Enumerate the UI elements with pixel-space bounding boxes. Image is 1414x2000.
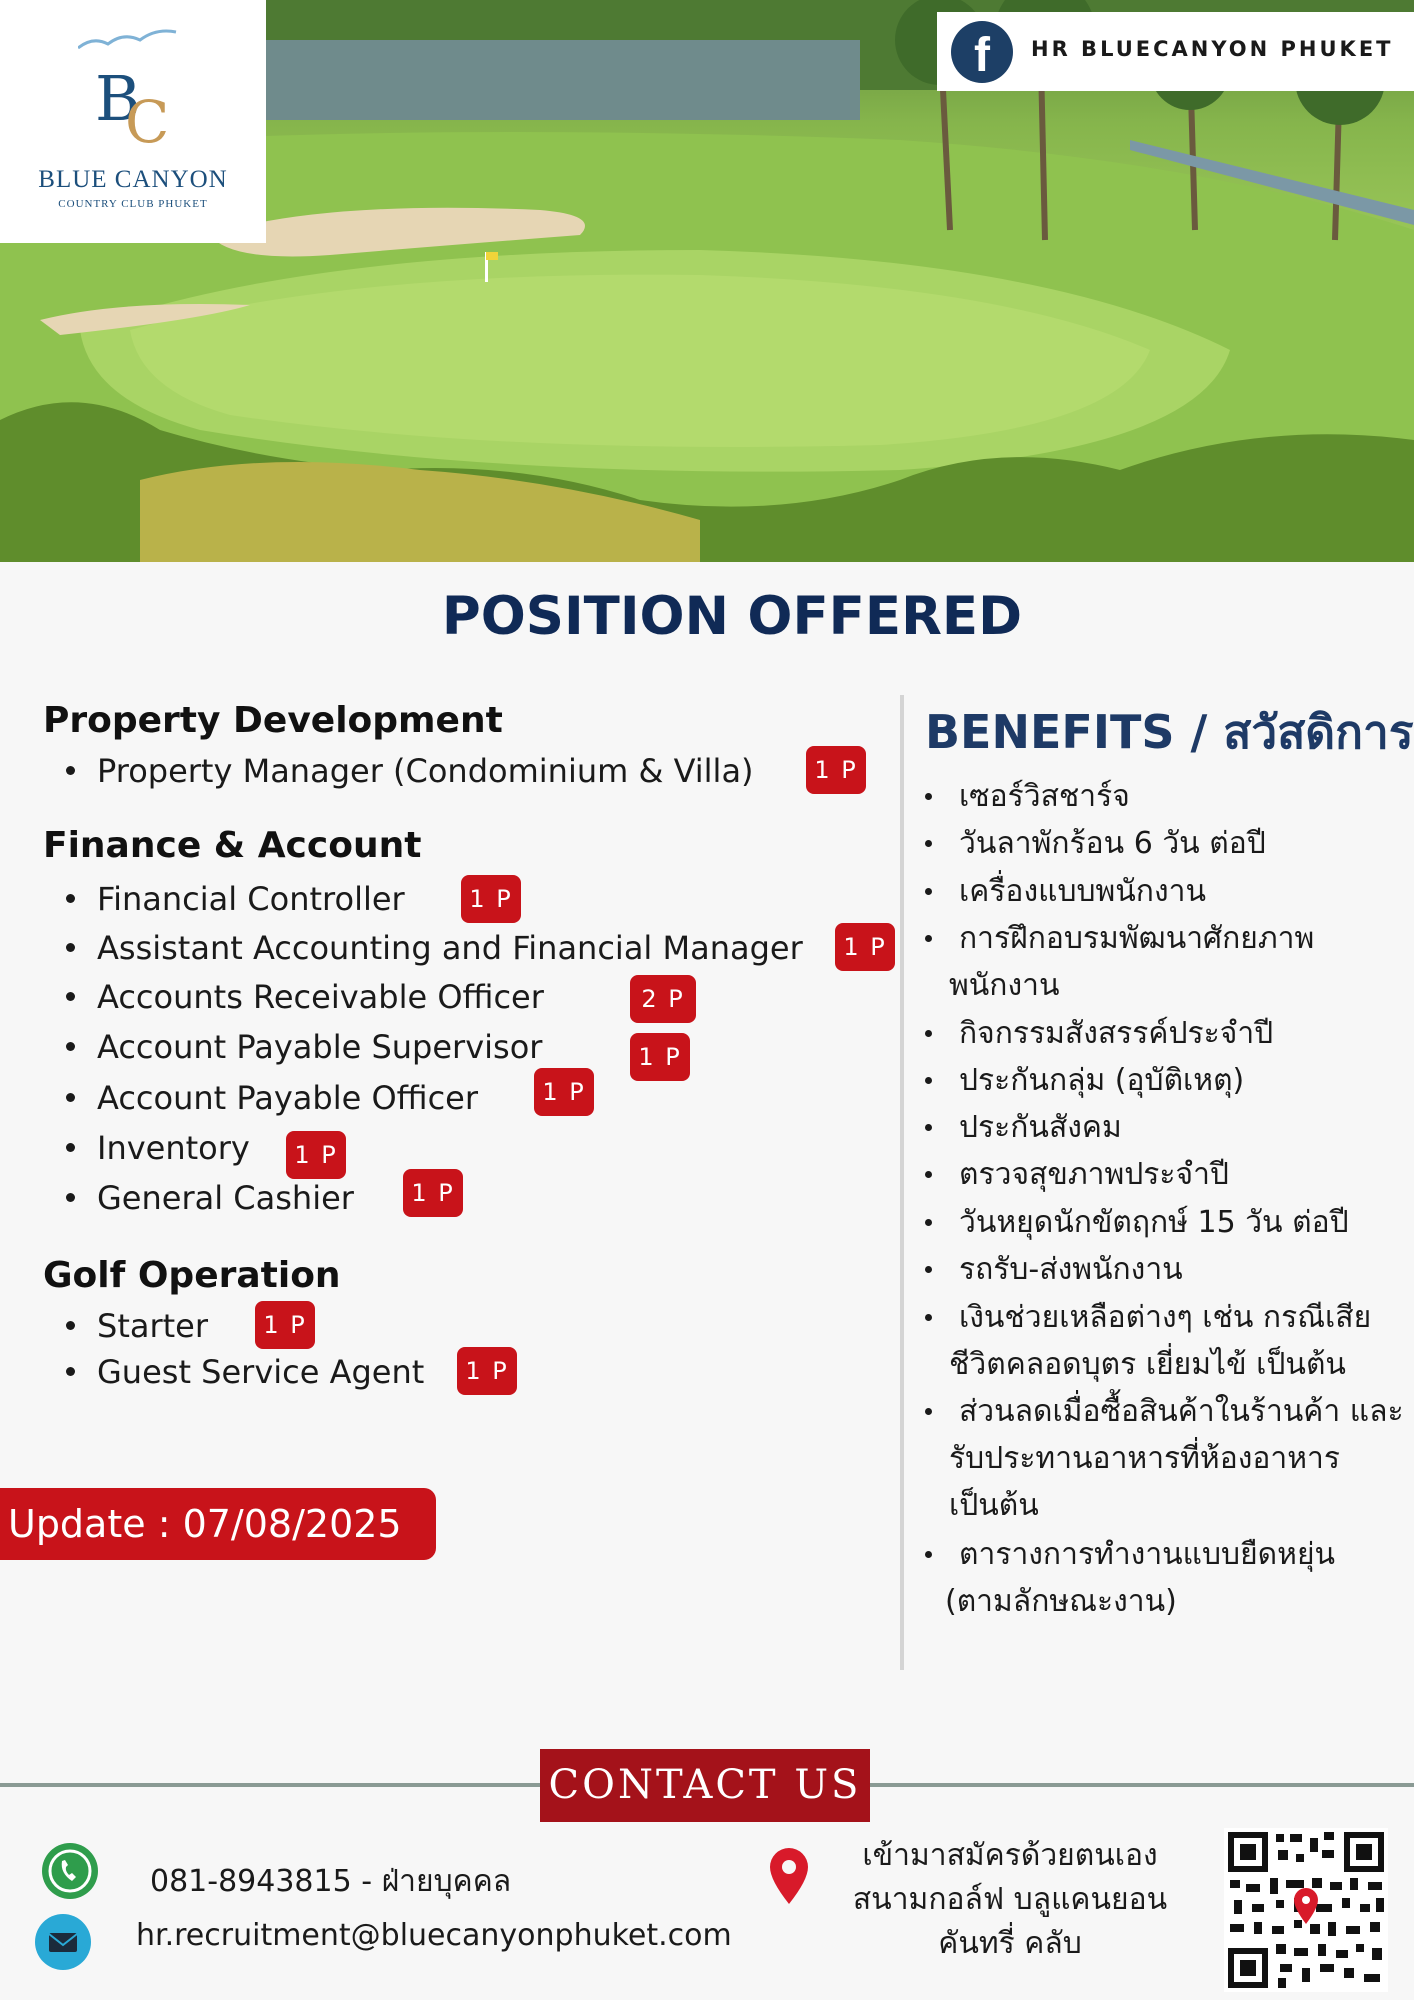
benefit-text: ประกันสังคม [959, 1110, 1122, 1145]
benefit-text: กิจกรรมสังสรรค์ประจำปี [959, 1016, 1274, 1051]
bullet [925, 1314, 932, 1321]
bullet [66, 943, 75, 952]
job-title: Financial Controller [97, 880, 405, 918]
job-title: Guest Service Agent [97, 1353, 425, 1391]
update-date-banner: Update : 07/08/2025 [0, 1488, 436, 1560]
bullet [925, 935, 932, 942]
benefit-text: เงินช่วยเหลือต่างๆ เช่น กรณีเสีย [959, 1300, 1372, 1335]
job-count-badge: 1 P [255, 1301, 315, 1349]
bullet [925, 1030, 932, 1037]
bullet [925, 1124, 932, 1131]
benefit-text: การฝึกอบรมพัฒนาศักยภาพ [959, 921, 1315, 956]
bullet [925, 1171, 932, 1178]
job-count-badge: 2 P [630, 975, 696, 1023]
job-title: Inventory [97, 1129, 250, 1167]
facebook-icon: f [951, 21, 1013, 83]
job-title: Account Payable Supervisor [97, 1028, 543, 1066]
phone-number[interactable]: 081-8943815 - ฝ่ายบุคคล [150, 1864, 512, 1899]
bullet [66, 894, 75, 903]
section-heading-property-development: Property Development [43, 700, 503, 741]
job-item [66, 880, 405, 918]
facebook-label: HR BLUECANYON PHUKET [1031, 37, 1394, 61]
phone-glyph [42, 1843, 98, 1899]
benefit-text-cont: (ตามลักษณะงาน) [945, 1584, 1177, 1619]
bullet [66, 1093, 75, 1102]
email-icon [35, 1914, 91, 1970]
logo-name: BLUE CANYON [38, 166, 228, 193]
qr-code[interactable] [1224, 1828, 1388, 1992]
benefit-text-cont: รับประทานอาหารที่ห้องอาหาร [949, 1441, 1340, 1476]
column-divider [900, 695, 904, 1670]
job-item [66, 1129, 250, 1167]
job-title: Starter [97, 1307, 209, 1345]
location-pin-icon [766, 1846, 812, 1906]
bullet [66, 1143, 75, 1152]
job-count-badge: 1 P [806, 746, 866, 794]
job-count-badge: 1 P [403, 1169, 463, 1217]
address-line: เข้ามาสมัครด้วยตนเอง [862, 1838, 1158, 1873]
benefit-text-cont: เป็นต้น [949, 1488, 1039, 1523]
job-count-badge: 1 P [461, 875, 521, 923]
address-line: สนามกอล์ฟ บลูแคนยอน [852, 1882, 1168, 1917]
logo-subtitle: COUNTRY CLUB PHUKET [58, 198, 208, 210]
benefits-title: BENEFITS / สวัสดิการ [925, 705, 1414, 759]
bullet [66, 992, 75, 1001]
benefit-text: ตารางการทำงานแบบยืดหยุ่น [959, 1537, 1336, 1572]
bullet [925, 1408, 932, 1415]
job-item [66, 752, 754, 790]
job-item [66, 1179, 354, 1217]
job-item [66, 1028, 542, 1066]
benefit-text: เซอร์วิสชาร์จ [959, 779, 1130, 814]
benefit-text: รถรับ-ส่งพนักงาน [959, 1252, 1183, 1287]
job-title: Property Manager (Condominium & Villa) [97, 752, 754, 790]
contact-heading: CONTACT US [540, 1749, 870, 1822]
envelope-glyph [35, 1914, 91, 1970]
bullet [925, 1077, 932, 1084]
hero-photo [0, 0, 1414, 562]
bullet [66, 1321, 75, 1330]
section-heading-finance-account: Finance & Account [43, 825, 422, 866]
logo-monogram: B C [95, 62, 170, 156]
benefit-text: ตรวจสุขภาพประจำปี [959, 1157, 1229, 1192]
bullet [66, 766, 75, 775]
job-count-badge: 1 P [457, 1347, 517, 1395]
bullet [925, 888, 932, 895]
page-title: POSITION OFFERED [441, 586, 1023, 647]
address-line: คันทรี่ คลับ [938, 1926, 1082, 1961]
bullet [66, 1042, 75, 1051]
benefit-text-cont: พนักงาน [949, 968, 1060, 1003]
job-count-badge: 1 P [286, 1131, 346, 1179]
job-count-badge: 1 P [534, 1068, 594, 1116]
job-item [66, 1353, 424, 1391]
company-logo [0, 0, 266, 243]
job-title: General Cashier [97, 1179, 354, 1217]
job-title: Accounts Receivable Officer [97, 978, 544, 1016]
job-title: Account Payable Officer [97, 1079, 479, 1117]
job-count-badge: 1 P [630, 1033, 690, 1081]
job-title: Assistant Accounting and Financial Manager [97, 929, 803, 967]
address [820, 1834, 1200, 1966]
benefit-text: วันหยุดนักขัตฤกษ์ 15 วัน ต่อปี [959, 1205, 1349, 1240]
bullet [66, 1367, 75, 1376]
facebook-link[interactable] [937, 12, 1414, 91]
job-item [66, 1079, 478, 1117]
job-item [66, 978, 544, 1016]
benefit-text: ประกันกลุ่ม (อุบัติเหตุ) [959, 1063, 1245, 1098]
bullet [925, 1219, 932, 1226]
benefit-text: วันลาพักร้อน 6 วัน ต่อปี [959, 826, 1266, 861]
job-count-badge: 1 P [835, 923, 895, 971]
email-address[interactable]: hr.recruitment@bluecanyonphuket.com [136, 1918, 732, 1953]
bullet [925, 1266, 932, 1273]
phone-icon [42, 1843, 98, 1899]
bullet [925, 1551, 932, 1558]
bullet [66, 1193, 75, 1202]
birds-icon [78, 26, 178, 56]
section-heading-golf-operation: Golf Operation [43, 1255, 341, 1296]
job-item [66, 929, 803, 967]
job-item [66, 1307, 208, 1345]
benefit-text-cont: ชีวิตคลอดบุตร เยี่ยมไข้ เป็นต้น [949, 1347, 1346, 1382]
benefit-text: ส่วนลดเมื่อซื้อสินค้าในร้านค้า และ [959, 1394, 1404, 1429]
benefit-text: เครื่องแบบพนักงาน [959, 874, 1206, 909]
bullet [925, 840, 932, 847]
bullet [925, 793, 932, 800]
